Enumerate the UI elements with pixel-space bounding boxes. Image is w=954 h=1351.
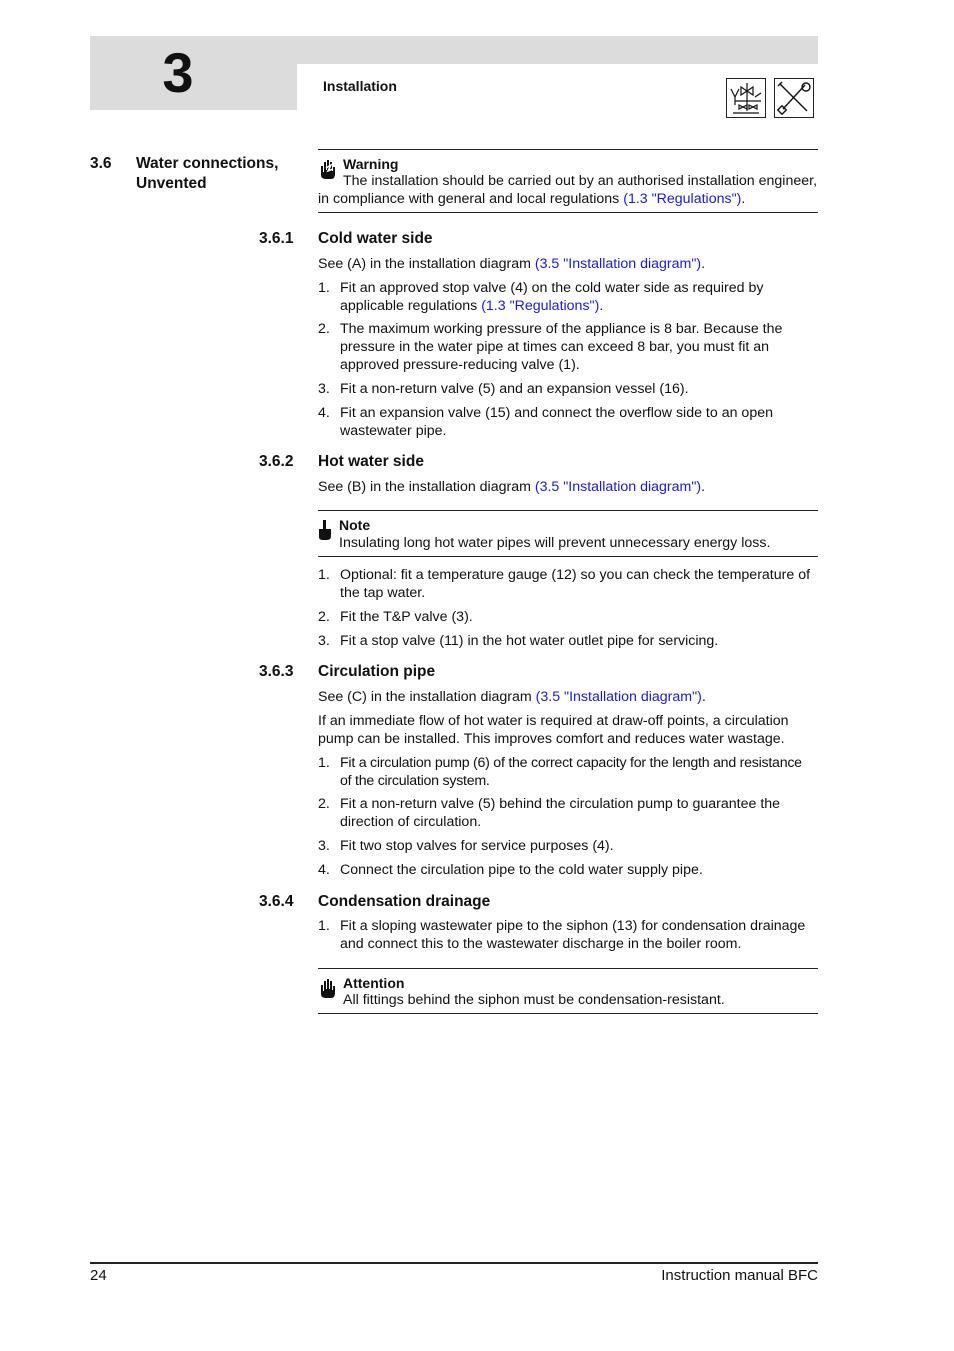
subsection-title-hot: Hot water side	[318, 453, 424, 470]
tools-icon	[774, 78, 814, 118]
note-pointing-hand-icon	[318, 519, 332, 546]
warning-heading: Warning	[343, 156, 399, 172]
warning-text-line1: The installation should be carried out by an authorised installation engineer,	[343, 173, 818, 189]
chapter-number: 3	[162, 41, 194, 104]
section-title-line1: Water connections,	[136, 155, 279, 172]
attention-text: All fittings behind the siphon must be condensation-resistant.	[343, 992, 725, 1008]
circulation-paragraph: If an immediate flow of hot water is required at draw-off points, a circulation pump can be installed. This improves comfort and reduces water wastage.	[318, 713, 789, 747]
page-number: 24	[90, 1267, 107, 1284]
warning-box	[318, 149, 818, 213]
warning-hand-icon	[318, 158, 338, 185]
manual-title: Instruction manual BFC	[661, 1267, 818, 1284]
note-text: Insulating long hot water pipes will prevent unnecessary energy loss.	[339, 535, 771, 551]
cold-intro: See (A) in the installation diagram (3.5 "Installation diagram").	[318, 256, 706, 272]
plumbing-schematic-icon	[726, 78, 766, 118]
subsection-number-hot: 3.6.2	[259, 453, 294, 470]
circulation-intro: See (C) in the installation diagram (3.5 "Installation diagram").	[318, 689, 706, 705]
footer-rule	[90, 1262, 818, 1264]
installation-diagram-link[interactable]: (3.5 "Installation diagram")	[535, 689, 702, 705]
hot-intro: See (B) in the installation diagram (3.5 "Installation diagram").	[318, 479, 706, 495]
note-box	[318, 510, 818, 557]
section-number: 3.6	[90, 155, 112, 172]
subsection-number-cold: 3.6.1	[259, 230, 294, 247]
regulations-link[interactable]: (1.3 "Regulations")	[481, 298, 600, 314]
note-heading: Note	[339, 517, 371, 533]
subsection-title-cold: Cold water side	[318, 230, 433, 247]
subsection-title-circulation: Circulation pipe	[318, 663, 436, 680]
header-title: Installation	[323, 78, 397, 94]
attention-hand-icon	[318, 977, 338, 1004]
installation-diagram-link[interactable]: (3.5 "Installation diagram")	[534, 479, 702, 495]
subsection-title-condensation: Condensation drainage	[318, 893, 491, 910]
attention-heading: Attention	[343, 975, 405, 991]
installation-diagram-link[interactable]: (3.5 "Installation diagram")	[534, 256, 702, 272]
subsection-number-circulation: 3.6.3	[259, 663, 294, 680]
subsection-number-condensation: 3.6.4	[259, 893, 294, 910]
warning-text-line2: in compliance with general and local regulations (1.3 "Regulations").	[318, 191, 746, 207]
attention-box	[318, 968, 818, 1014]
section-title-line2: Unvented	[136, 175, 207, 192]
regulations-link[interactable]: (1.3 "Regulations")	[623, 191, 742, 207]
